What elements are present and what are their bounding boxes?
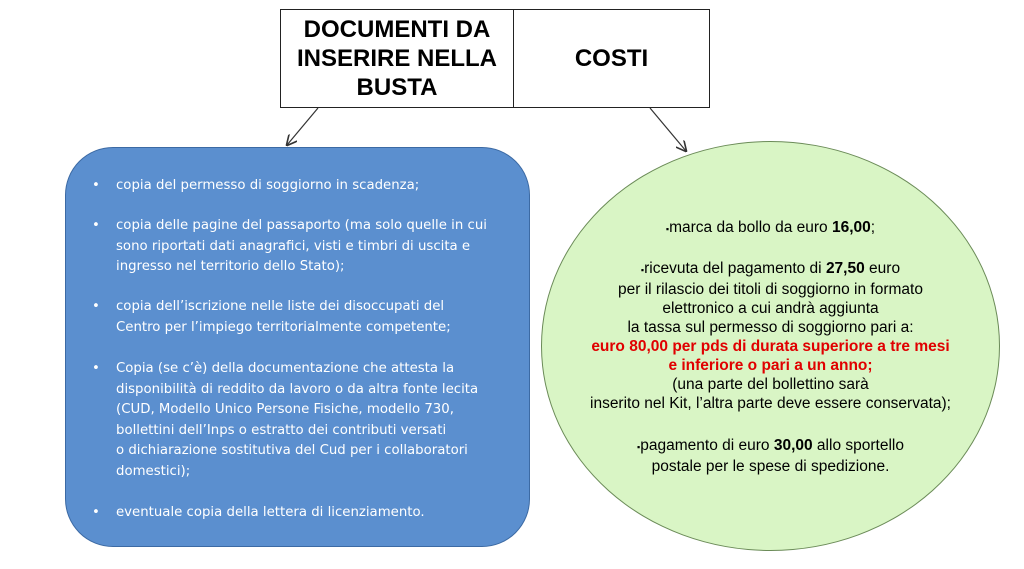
bullet-icon: •	[92, 361, 100, 376]
cost-marca-prefix: marca da bollo da euro	[669, 219, 832, 236]
document-item-text: Copia (se c’è) della documentazione che attesta la disponibilità di reddito da lavoro o da altra fonte lecita (CUD, Modello Unico Persone Fisiche, modello 730, bollettini dell’Inps o estratto dei contributi versati o dichiarazione sostitutiva del Cud per i collaboratori domestici);	[116, 361, 479, 479]
costs-circle	[541, 141, 1000, 551]
documents-box	[65, 147, 530, 547]
document-item-text: eventuale copia della lettera di licenziamento.	[116, 505, 425, 520]
cost-tassa-prefix: euro	[591, 338, 630, 355]
cost-tassa-line: e inferiore o pari a un anno;	[668, 357, 873, 374]
document-item-text: copia delle pagine del passaporto (ma solo quelle in cui sono riportati dati anagrafici, visti e timbri di uscita e ingresso nel territorio dello Stato);	[116, 218, 487, 274]
cost-ricevuta-line: (una parte del bollettino sarà	[672, 376, 869, 393]
header-documents-title: DOCUMENTI DA INSERIRE NELLA BUSTA	[296, 16, 497, 101]
bullet-icon: •	[92, 505, 100, 520]
cost-tassa-rest: per pds di durata superiore a tre mesi	[668, 338, 950, 355]
cost-pagamento	[542, 436, 999, 476]
bullet-icon: ▪	[665, 224, 670, 234]
cost-ricevuta-line: inserito nel Kit, l’altra parte deve essere conservata);	[590, 395, 951, 412]
cost-tassa-amount: 80,00	[629, 338, 669, 355]
document-item-text: copia del permesso di soggiorno in scadenza;	[116, 178, 420, 193]
arrow-to-costs	[650, 108, 686, 151]
list-item	[66, 216, 506, 278]
bullet-icon: ▪	[637, 442, 641, 452]
list-item	[66, 503, 506, 524]
cost-pagamento-suffix: allo sportello	[812, 437, 904, 454]
document-item-text: copia dell’iscrizione nelle liste dei disoccupati del Centro per l’impiego territorialmente competente;	[116, 299, 451, 335]
list-item	[66, 297, 506, 338]
arrow-to-documents	[287, 108, 318, 145]
header-costs-title: COSTI	[574, 45, 649, 72]
cost-ricevuta-line: la tassa sul permesso di soggiorno pari a:	[627, 319, 914, 336]
cost-pagamento-amount: 30,00	[773, 437, 813, 454]
bullet-icon: •	[92, 299, 100, 314]
bullet-icon: •	[92, 218, 100, 233]
bullet-icon: •	[92, 178, 100, 193]
cost-marca-suffix: ;	[870, 219, 876, 236]
cost-ricevuta-amount: 27,50	[825, 260, 865, 277]
cost-ricevuta-prefix: ricevuta del pagamento di	[644, 260, 826, 277]
cost-ricevuta-suffix: euro	[864, 260, 901, 277]
cost-marca-amount: 16,00	[831, 219, 871, 236]
bullet-icon: ▪	[640, 265, 645, 275]
cost-ricevuta	[542, 259, 999, 413]
cost-marca-bollo	[542, 218, 999, 239]
list-item	[66, 176, 506, 197]
list-item	[66, 359, 506, 482]
cost-ricevuta-line: elettronico a cui andrà aggiunta	[662, 300, 879, 317]
cost-tassa-line	[542, 337, 999, 356]
cost-ricevuta-line: per il rilascio dei titoli di soggiorno in formato	[618, 281, 923, 298]
cost-pagamento-prefix: pagamento di euro	[640, 437, 774, 454]
cost-pagamento-line: postale per le spese di spedizione.	[651, 458, 890, 475]
